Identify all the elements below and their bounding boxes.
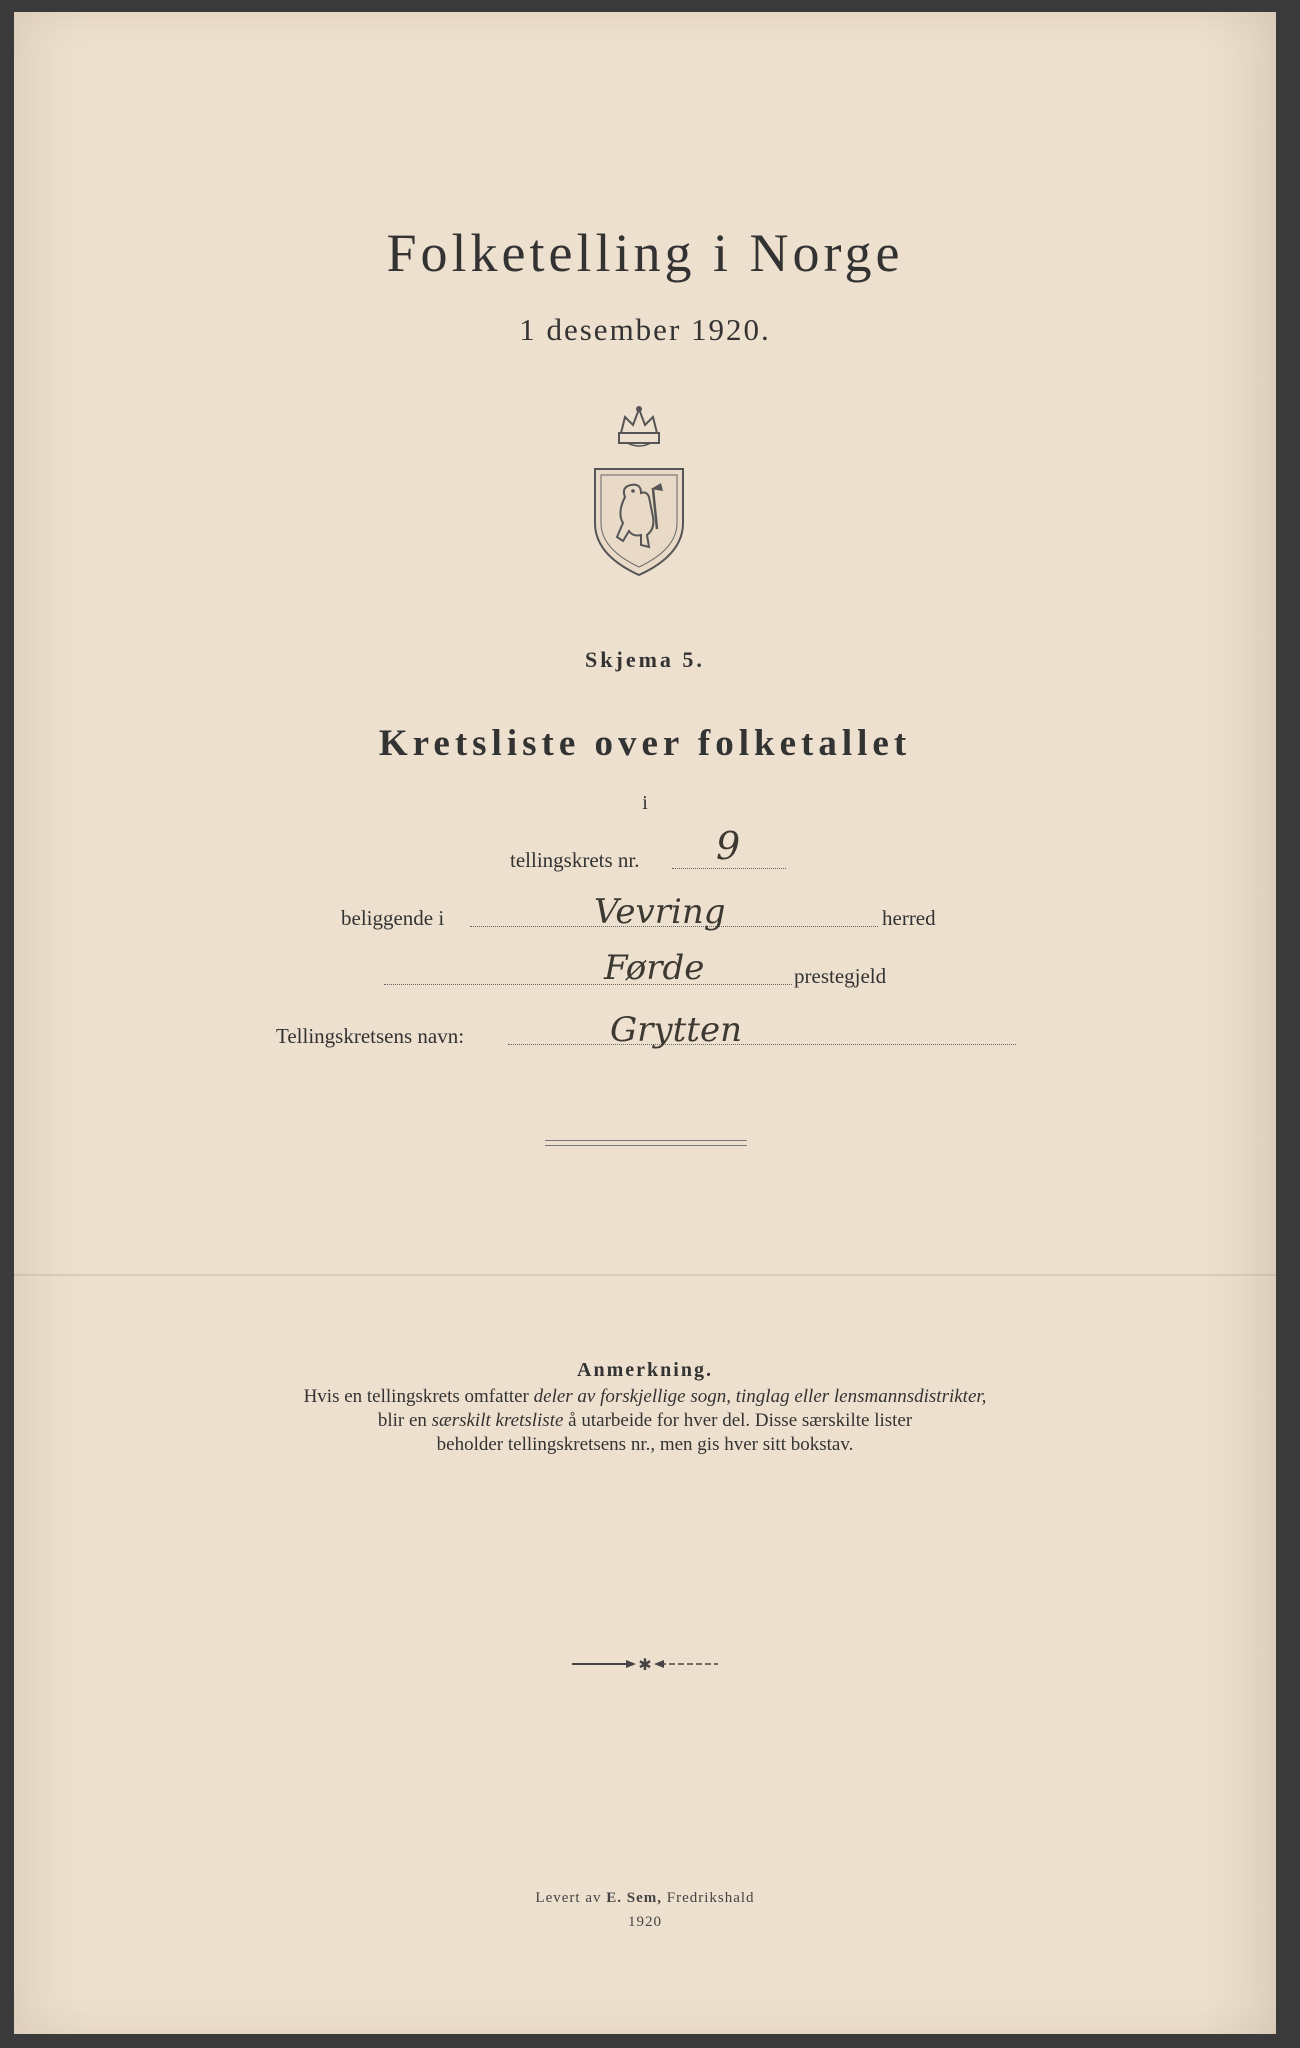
connector-word: i — [642, 792, 648, 814]
divider-rule-bottom — [545, 1145, 747, 1146]
form-heading: Kretsliste over folketallet — [378, 723, 912, 764]
schema-number: Skjema 5. — [585, 647, 705, 672]
svg-text:✱: ✱ — [638, 1656, 652, 1672]
printer-credit: Levert av E. Sem, Fredrikshald — [535, 1890, 755, 1906]
document-date: 1 desember 1920. — [519, 312, 771, 347]
paper-fold — [14, 1274, 1276, 1276]
district-name-line — [508, 1044, 1016, 1045]
parish-line — [384, 984, 792, 985]
located-value: Vevring — [594, 892, 726, 932]
district-number-value: 9 — [716, 824, 741, 868]
printer-year: 1920 — [628, 1914, 662, 1930]
district-name-label: Tellingskretsens navn: — [276, 1024, 465, 1048]
district-number-line — [672, 868, 786, 869]
parish-label: prestegjeld — [794, 964, 887, 988]
ornament-divider-icon — [570, 1656, 720, 1672]
district-name-value: Grytten — [610, 1010, 742, 1050]
herred-label: herred — [882, 906, 936, 930]
located-label: beliggende i — [341, 906, 445, 930]
note-line-3: beholder tellingskretsens nr., men gis hver sitt bokstav. — [436, 1434, 854, 1455]
note-line-1: Hvis en tellingskrets omfatter deler av forskjellige sogn, tinglag eller lensmannsdistrikter, — [303, 1386, 987, 1407]
district-number-label: tellingskrets nr. — [510, 848, 640, 872]
parish-value: Førde — [604, 948, 705, 988]
census-form-page — [14, 12, 1276, 2034]
document-title: Folketelling i Norge — [386, 223, 904, 283]
divider-rule-top — [545, 1140, 747, 1141]
note-title: Anmerkning. — [577, 1359, 713, 1381]
note-line-2: blir en særskilt kretsliste å utarbeide for hver del. Disse særskilte lister — [377, 1410, 913, 1431]
norwegian-coat-of-arms-icon — [591, 405, 687, 577]
